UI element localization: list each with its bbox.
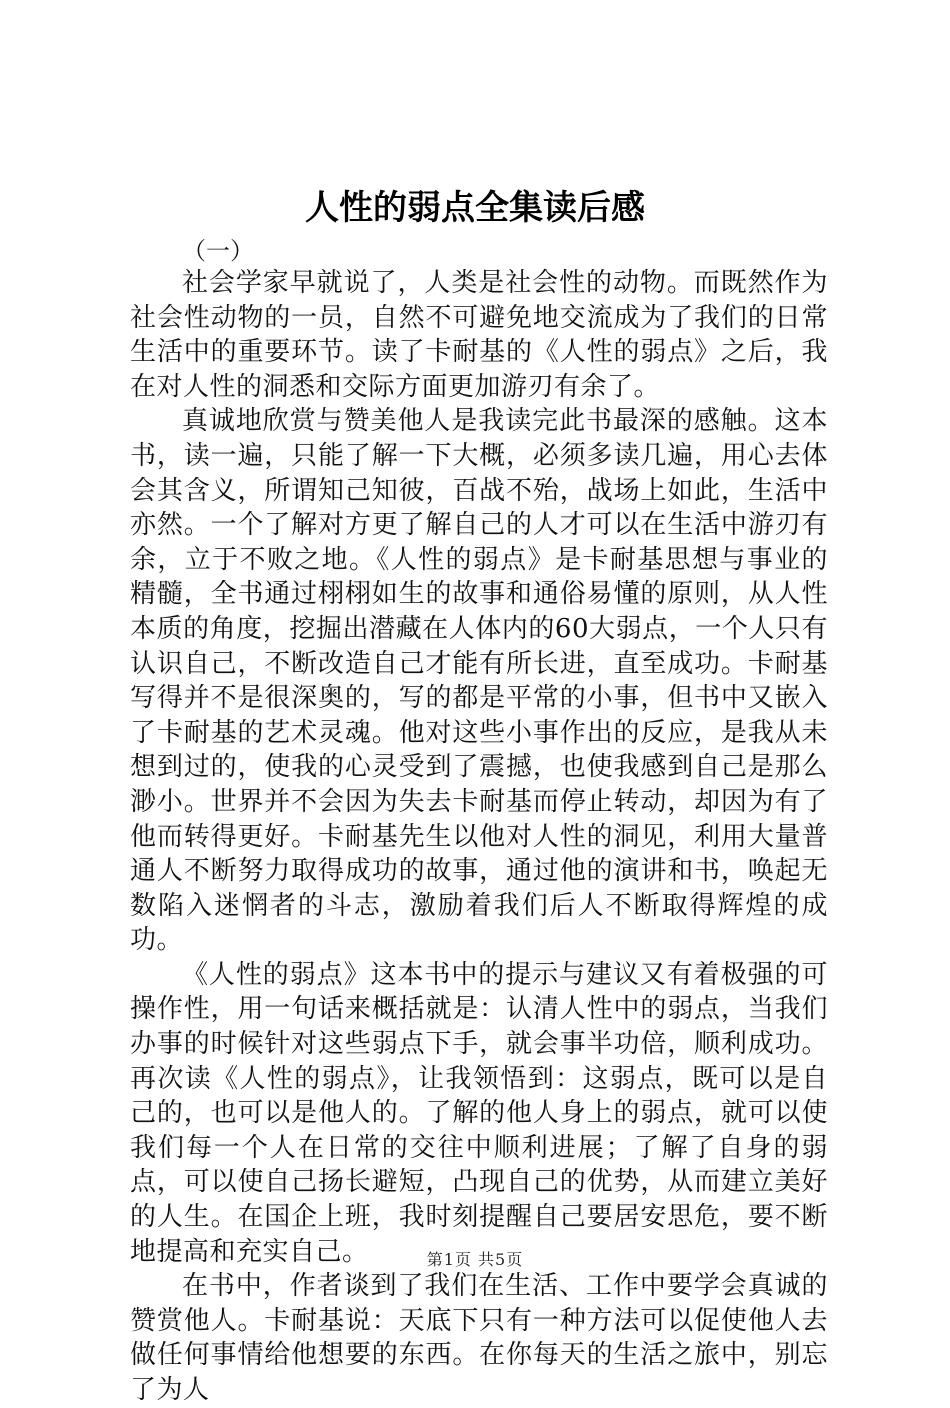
document-title: 人性的弱点全集读后感 — [305, 188, 645, 228]
paragraph-2: 真诚地欣赏与赞美他人是我读完此书最深的感触。这本书，读一遍，只能了解一下大概，必须多读几遍，用心去体会其含义，所谓知己知彼，百战不殆，战场上如此，生活中亦然。一个了解对方更了解自己的人才可以在生活中游刃有余，立于不败之地。《人性的弱点》是卡耐基思想与事业的精髓，全书通过栩栩如生的故事和通俗易懂的原则，从人性本质的角度，挖掘出潜藏在人体内的60大弱点，一个人只有认识自己，不断改造自己才能有所长进，直至成功。卡耐基写得并不是很深奥的，写的都是平常的小事，但书中又嵌入了卡耐基的艺术灵魂。他对这些小事作出的反应，是我从未想到过的，使我的心灵受到了震撼，也使我感到自己是那么渺小。世界并不会因为失去卡耐基而停止转动，却因为有了他而转得更好。卡耐基先生以他对人性的洞见，利用大量普通人不断努力取得成功的故事，通过他的演讲和书，唤起无数陷入迷惘者的斗志，激励着我们后人不断取得辉煌的成功。 — [130, 406, 828, 956]
paragraph-3: 《人性的弱点》这本书中的提示与建议又有着极强的可操作性，用一句话来概括就是：认清人性中的弱点，当我们办事的时候针对这些弱点下手，就会事半功倍，顺利成功。再次读《人性的弱点》，让我领悟到：这弱点，既可以是自己的，也可以是他人的。了解的他人身上的弱点，就可以使我们每一个人在日常的交往中顺利进展；了解了自身的弱点，可以使自己扬长避短，凸现自己的优势，从而建立美好的人生。在国企上班，我时刻提醒自己要居安思危，要不断地提高和充实自己。 — [130, 959, 828, 1267]
section-label: （一） — [182, 237, 254, 265]
document-body — [130, 236, 828, 1408]
page-footer: 第1页 共5页 — [426, 1250, 524, 1269]
paragraph-4: 在书中，作者谈到了我们在生活、工作中要学会真诚的赞赏他人。卡耐基说：天底下只有一种方法可以促使他人去做任何事情给他想要的东西。在你每天的生活之旅中，别忘了为人 — [130, 1271, 828, 1405]
paragraph-1: 社会学家早就说了，人类是社会性的动物。而既然作为社会性动物的一员，自然不可避免地交流成为了我们的日常生活中的重要环节。读了卡耐基的《人性的弱点》之后，我在对人性的洞悉和交际方面更加游刃有余了。 — [130, 268, 828, 402]
